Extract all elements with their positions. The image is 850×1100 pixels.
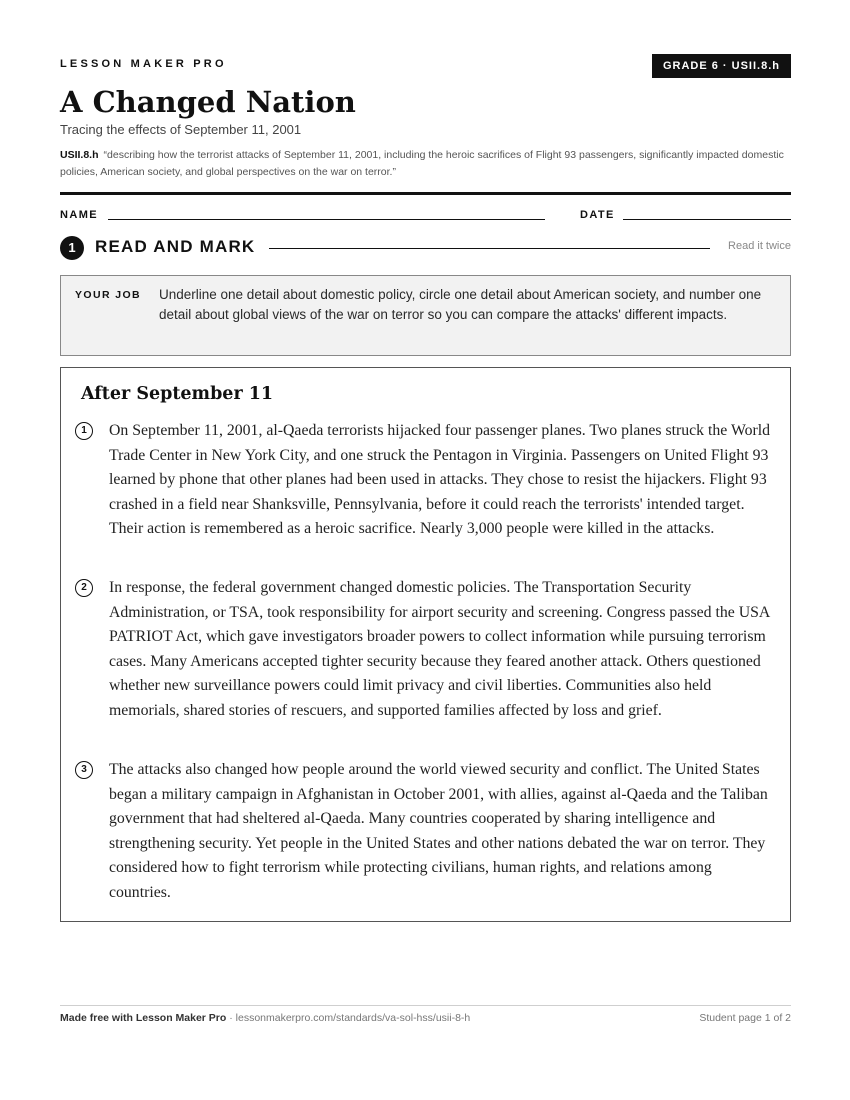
footer-credit: Made free with Lesson Maker Pro [60, 1012, 227, 1024]
section-title: READ AND MARK [95, 237, 256, 256]
date-label: DATE [580, 209, 615, 221]
brand-name: LESSON MAKER PRO [60, 58, 227, 70]
page-title: A Changed Nation [60, 85, 356, 119]
footer-divider [60, 1005, 791, 1006]
job-instructions: Underline one detail about domestic policy, circle one detail about American society, and number one detail about global views of the war on terror so you can compare the attacks' different impacts. [159, 287, 762, 322]
top-bar [60, 54, 791, 78]
paragraph-text: In response, the federal government changed domestic policies. The Transportation Security Administration, or TSA, took responsibility for airport security and screening. Congress passed the USA PATRIOT Act, which gave investigators broader powers to collect information while pursuing terrorism cases. Many Americans accepted tighter security because they feared another attack. Others questioned whether new surveillance powers could limit privacy and civil liberties. Communities also held memorials, shared stories of rescuers, and supported families affected by loss and grief. [109, 579, 770, 719]
standard-code: USII.8.h [60, 149, 99, 161]
standard-text: “describing how the terrorist attacks of September 11, 2001, including the heroic sacrifices of Flight 93 passengers, significantly impacted domestic policies, American society, and global perspectives on the war on terror.” [60, 149, 784, 178]
grade-badge: GRADE 6 · USII.8.h [652, 54, 791, 78]
footer [60, 1012, 791, 1024]
paragraph-number-badge: 1 [75, 422, 93, 440]
reading-passage [60, 367, 791, 922]
paragraph-text: The attacks also changed how people around the world viewed security and conflict. The United States began a military campaign in Afghanistan in October 2001, with allies, against al-Qaeda and the Taliban government that had sheltered al-Qaeda. Many countries cooperated by sharing intelligence and strengthening security. Yet people in the United States and other nations debated the war on terror. They considered how to fight terrorism while protecting civilians, human rights, and relations among countries. [109, 761, 768, 901]
name-date-row [60, 207, 791, 223]
standard-description [60, 147, 791, 181]
footer-url[interactable]: lessonmakerpro.com/standards/va-sol-hss/usii-8-h [235, 1012, 471, 1024]
section-number-badge: 1 [60, 236, 84, 260]
date-field[interactable] [623, 219, 791, 220]
name-field[interactable] [108, 219, 545, 220]
paragraph-text: On September 11, 2001, al-Qaeda terrorists hijacked four passenger planes. Two planes struck the World Trade Center in New York City, and one struck the Pentagon in Virginia. Passengers on United Flight 93 learned by phone that other planes had been used in attacks. They chose to resist the hijackers. Flight 93 crashed in a field near Shanksville, Pennsylvania, before it could reach the terrorists' intended target. Their action is remembered as a heroic sacrifice. Nearly 3,000 people were killed in the attacks. [109, 422, 771, 537]
paragraph-number-badge: 3 [75, 761, 93, 779]
header-divider [60, 192, 791, 195]
footer-separator: · [226, 1012, 236, 1024]
page-subtitle: Tracing the effects of September 11, 2001 [60, 122, 302, 137]
section-rule [269, 248, 710, 249]
name-label: NAME [60, 209, 98, 221]
page-number: Student page 1 of 2 [699, 1012, 791, 1024]
job-label: YOUR JOB [75, 289, 142, 301]
your-job-box [60, 275, 791, 356]
paragraph-number-badge: 2 [75, 579, 93, 597]
section-header [60, 236, 791, 260]
section-note: Read it twice [728, 240, 791, 252]
passage-title: After September 11 [81, 384, 274, 404]
